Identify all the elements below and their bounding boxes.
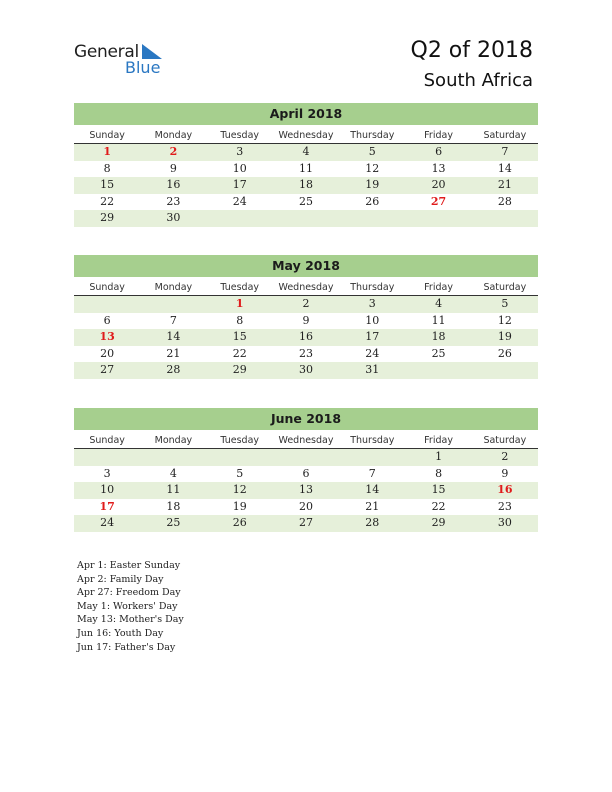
month-calendar-june (74, 408, 538, 532)
page-subtitle: South Africa (423, 70, 533, 91)
week-row (74, 329, 538, 346)
day-cell: 19 (365, 178, 380, 191)
empty-day-cell (472, 362, 538, 379)
week-row (74, 346, 538, 363)
day-cell: 25 (166, 516, 181, 529)
day-cell: 10 (100, 483, 115, 496)
day-cell: 23 (497, 499, 512, 513)
weekday-label: Monday (154, 130, 193, 141)
day-cell: 25 (298, 194, 313, 208)
day-cell: 21 (166, 346, 181, 360)
day-cell: 16 (166, 178, 181, 191)
day-cell: 17 (99, 499, 115, 513)
day-cell: 29 (431, 516, 446, 529)
day-cell: 28 (497, 194, 512, 208)
holiday-entry: Apr 2: Family Day (77, 573, 164, 585)
day-cell: 18 (431, 330, 446, 343)
day-cell: 26 (365, 194, 380, 208)
day-cell: 22 (100, 194, 115, 208)
day-cell: 30 (497, 516, 512, 529)
weekday-label: Sunday (89, 130, 125, 141)
weekday-label: Saturday (483, 282, 527, 293)
weekday-label: Saturday (483, 130, 527, 141)
day-cell: 20 (431, 178, 446, 191)
day-cell: 3 (368, 297, 376, 310)
weekday-label: Tuesday (220, 282, 260, 293)
logo-text-blue: Blue (125, 58, 161, 77)
day-cell: 1 (103, 145, 111, 158)
weekday-label: Wednesday (278, 282, 334, 293)
empty-day-cell (74, 449, 140, 466)
weekday-label: Tuesday (220, 130, 260, 141)
day-cell: 26 (497, 346, 512, 360)
day-cell: 5 (236, 466, 244, 480)
day-cell: 3 (103, 466, 111, 480)
day-cell: 13 (99, 330, 115, 343)
month-title: May 2018 (74, 255, 538, 277)
day-cell: 11 (166, 483, 181, 496)
day-cell: 11 (431, 313, 446, 327)
day-cell: 12 (365, 161, 380, 175)
weekday-label: Saturday (483, 435, 527, 446)
month-calendar-april (74, 103, 538, 227)
day-cell: 21 (365, 499, 380, 513)
day-cell: 25 (431, 346, 446, 360)
day-cell: 18 (166, 499, 181, 513)
holiday-entry: May 13: Mother's Day (77, 614, 184, 626)
day-cell: 3 (236, 145, 244, 158)
day-cell: 2 (302, 297, 310, 310)
day-cell: 5 (368, 145, 376, 158)
empty-day-cell (472, 210, 538, 227)
weekday-label: Wednesday (278, 435, 334, 446)
day-cell: 11 (298, 161, 313, 175)
day-cell: 26 (232, 516, 247, 529)
weekday-label: Thursday (350, 435, 395, 446)
week-row (74, 177, 538, 194)
day-cell: 6 (302, 466, 310, 480)
weekday-label: Monday (154, 435, 193, 446)
weekday-label: Monday (154, 282, 193, 293)
day-cell: 30 (298, 363, 313, 376)
empty-day-cell (405, 362, 471, 379)
week-row (74, 499, 538, 516)
day-cell: 10 (365, 313, 380, 327)
day-cell: 27 (298, 516, 313, 529)
holiday-entry: May 1: Workers' Day (77, 600, 178, 612)
day-cell: 30 (166, 211, 181, 224)
week-row (74, 313, 538, 330)
day-cell: 8 (435, 466, 443, 480)
day-cell: 19 (497, 330, 512, 343)
day-cell: 29 (232, 363, 247, 376)
holiday-list (77, 559, 184, 654)
week-row (74, 161, 538, 178)
day-cell: 6 (435, 145, 443, 158)
day-cell: 8 (236, 313, 244, 327)
day-cell: 18 (298, 178, 313, 191)
day-cell: 23 (166, 194, 181, 208)
empty-day-cell (140, 296, 206, 313)
day-cell: 21 (497, 178, 512, 191)
day-cell: 15 (431, 483, 446, 496)
day-cell: 14 (497, 161, 512, 175)
day-cell: 4 (302, 145, 310, 158)
weekday-label: Friday (424, 282, 453, 293)
holiday-entry: Apr 27: Freedom Day (77, 587, 181, 599)
day-cell: 19 (232, 499, 247, 513)
page-title: Q2 of 2018 (410, 38, 533, 63)
day-cell: 28 (166, 363, 181, 376)
day-cell: 12 (497, 313, 512, 327)
day-cell: 9 (302, 313, 310, 327)
day-cell: 16 (298, 330, 313, 343)
empty-day-cell (207, 210, 273, 227)
day-cell: 2 (501, 450, 509, 463)
day-cell: 22 (431, 499, 446, 513)
day-cell: 27 (430, 194, 447, 208)
empty-day-cell (339, 210, 405, 227)
holiday-entry: Jun 17: Father's Day (77, 641, 176, 653)
week-row (74, 296, 538, 313)
day-cell: 9 (169, 161, 177, 175)
holiday-entry: Jun 16: Youth Day (77, 627, 164, 639)
empty-day-cell (74, 296, 140, 313)
day-cell: 17 (365, 330, 380, 343)
day-cell: 27 (100, 363, 115, 376)
day-cell: 7 (368, 466, 376, 480)
day-cell: 22 (232, 346, 247, 360)
week-row (74, 482, 538, 499)
day-cell: 1 (235, 297, 244, 310)
empty-day-cell (140, 449, 206, 466)
empty-day-cell (207, 449, 273, 466)
week-row (74, 449, 538, 466)
day-cell: 15 (100, 178, 115, 191)
week-row (74, 466, 538, 483)
weekday-label: Sunday (89, 435, 125, 446)
day-cell: 4 (169, 466, 177, 480)
weekday-label: Sunday (89, 282, 125, 293)
day-cell: 20 (298, 499, 313, 513)
day-cell: 10 (232, 161, 247, 175)
day-cell: 4 (435, 297, 443, 310)
month-title: April 2018 (74, 103, 538, 125)
day-cell: 17 (232, 178, 247, 191)
month-title: June 2018 (74, 408, 538, 430)
week-row (74, 362, 538, 379)
weekday-header-row (74, 280, 538, 296)
week-row (74, 210, 538, 227)
day-cell: 16 (497, 483, 513, 496)
weekday-label: Thursday (350, 130, 395, 141)
week-row (74, 194, 538, 211)
day-cell: 13 (298, 483, 313, 496)
weekday-label: Thursday (350, 282, 395, 293)
month-calendar-may (74, 255, 538, 379)
day-cell: 1 (435, 450, 443, 463)
day-cell: 31 (365, 363, 380, 376)
logo-text-general: General (74, 42, 139, 62)
day-cell: 14 (365, 483, 380, 496)
holiday-entry: Apr 1: Easter Sunday (77, 560, 181, 571)
day-cell: 28 (365, 516, 380, 529)
week-row (74, 144, 538, 161)
day-cell: 14 (166, 330, 181, 343)
day-cell: 24 (232, 194, 247, 208)
weekday-label: Wednesday (278, 130, 334, 141)
empty-day-cell (273, 210, 339, 227)
weekday-label: Friday (424, 435, 453, 446)
day-cell: 2 (169, 145, 178, 158)
logo (74, 42, 174, 78)
day-cell: 6 (103, 313, 111, 327)
week-row (74, 515, 538, 532)
day-cell: 15 (232, 330, 247, 343)
weekday-label: Tuesday (220, 435, 260, 446)
empty-day-cell (405, 210, 471, 227)
day-cell: 7 (169, 313, 177, 327)
day-cell: 20 (100, 346, 115, 360)
day-cell: 24 (100, 516, 115, 529)
weekday-label: Friday (424, 130, 453, 141)
day-cell: 8 (103, 161, 111, 175)
day-cell: 5 (501, 297, 509, 310)
empty-day-cell (273, 449, 339, 466)
day-cell: 23 (298, 346, 313, 360)
weekday-header-row (74, 433, 538, 449)
weekday-header-row (74, 128, 538, 144)
day-cell: 24 (365, 346, 380, 360)
day-cell: 12 (232, 483, 247, 496)
day-cell: 7 (501, 145, 509, 158)
logo-flag-icon (142, 44, 162, 59)
day-cell: 29 (100, 211, 115, 224)
empty-day-cell (339, 449, 405, 466)
day-cell: 13 (431, 161, 446, 175)
day-cell: 9 (501, 466, 509, 480)
